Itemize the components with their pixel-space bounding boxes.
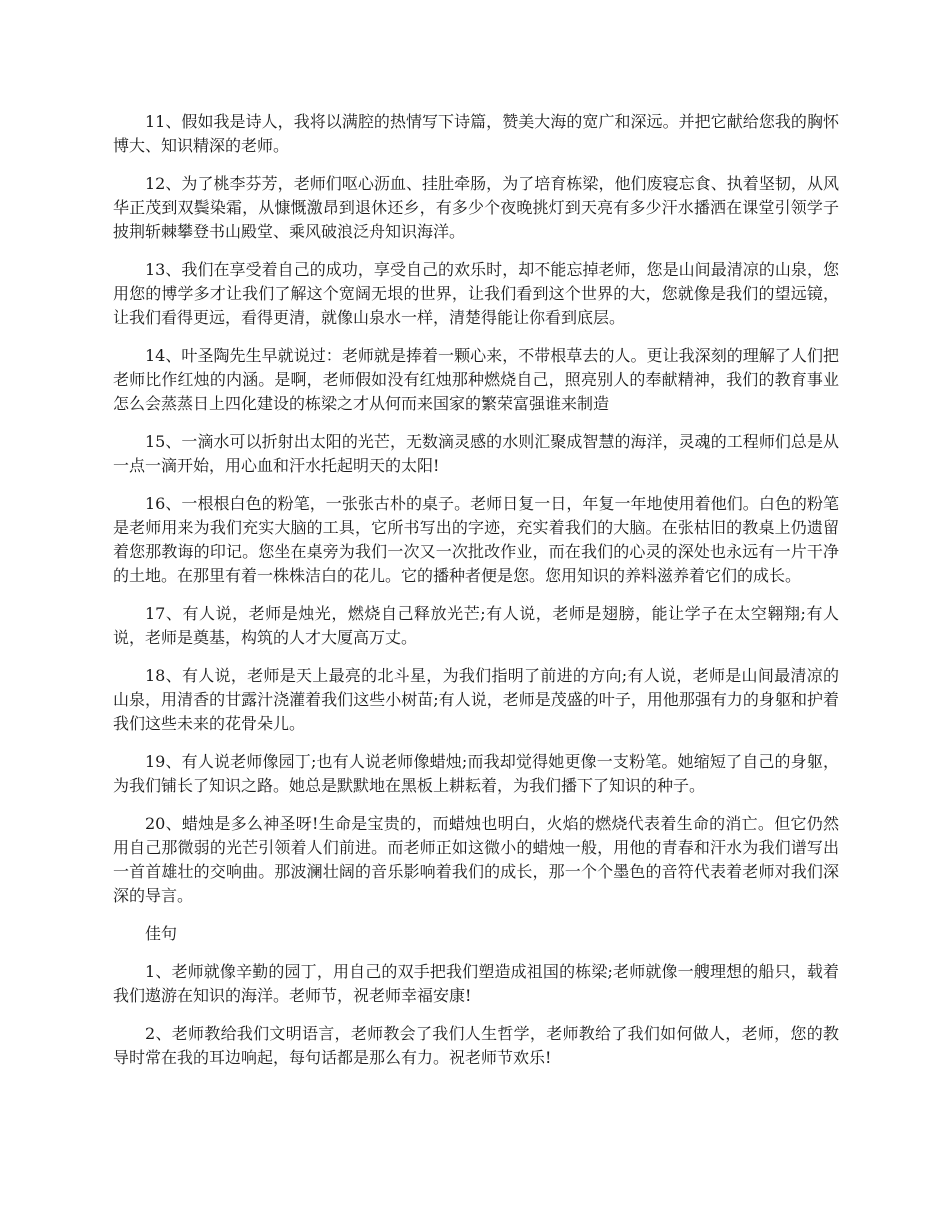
paragraph-14: 14、叶圣陶先生早就说过：老师就是捧着一颗心来，不带根草去的人。更让我深刻的理解了人们把老师比作红烛的内涵。是啊，老师假如没有红烛那种燃烧自己，照亮别人的奉献精神，我们的教育事业怎么会蒸蒸日上四化建设的栋梁之才从何而来国家的繁荣富强谁来制造: [113, 346, 839, 413]
quote-1: 1、老师就像辛勤的园丁，用自己的双手把我们塑造成祖国的栋梁;老师就像一艘理想的船只，载着我们遨游在知识的海洋。老师节，祝老师幸福安康!: [113, 962, 839, 1005]
paragraph-11: 11、假如我是诗人，我将以满腔的热情写下诗篇，赞美大海的宽广和深远。并把它献给您我的胸怀博大、知识精深的老师。: [113, 112, 839, 155]
paragraph-13: 13、我们在享受着自己的成功，享受自己的欢乐时，却不能忘掉老师，您是山间最清凉的山泉，您用您的博学多才让我们了解这个宽阔无垠的世界，让我们看到这个世界的大，您就像是我们的望远镜，让我们看得更远，看得更清，就像山泉水一样，清楚得能让你看到底层。: [113, 260, 839, 327]
paragraph-18: 18、有人说，老师是天上最亮的北斗星，为我们指明了前进的方向;有人说，老师是山间最清凉的山泉，用清香的甘露汁浇灌着我们这些小树苗;有人说，老师是茂盛的叶子，用他那强有力的身躯和护着我们这些未来的花骨朵儿。: [113, 666, 839, 733]
paragraph-20: 20、蜡烛是多么神圣呀!生命是宝贵的，而蜡烛也明白，火焰的燃烧代表着生命的消亡。但它仍然用自己那微弱的光芒引领着人们前进。而老师正如这微小的蜡烛一般，用他的青春和汗水为我们谱写出一首首雄壮的交响曲。那波澜壮阔的音乐影响着我们的成长，那一个个墨色的音符代表着老师对我们深深的导言。: [113, 814, 839, 905]
paragraph-17: 17、有人说，老师是烛光，燃烧自己释放光芒;有人说，老师是翅膀，能让学子在太空翱翔;有人说，老师是奠基，构筑的人才大厦高万丈。: [113, 604, 839, 647]
paragraph-19: 19、有人说老师像园丁;也有人说老师像蜡烛;而我却觉得她更像一支粉笔。她缩短了自己的身躯，为我们铺长了知识之路。她总是默默地在黑板上耕耘着，为我们播下了知识的种子。: [113, 752, 839, 795]
paragraph-16: 16、一根根白色的粉笔，一张张古朴的桌子。老师日复一日，年复一年地使用着他们。白色的粉笔是老师用来为我们充实大脑的工具，它所书写出的字迹，充实着我们的大脑。在张枯旧的教桌上仍遗留着您那教诲的印记。您坐在桌旁为我们一次又一次批改作业，而在我们的心灵的深处也永远有一片干净的土地。在那里有着一株株洁白的花儿。它的播种者便是您。您用知识的养料滋养着它们的成长。: [113, 494, 839, 585]
section-heading: 佳句: [145, 924, 178, 943]
quote-2: 2、老师教给我们文明语言，老师教会了我们人生哲学，老师教给了我们如何做人，老师，您的教导时常在我的耳边响起，每句话都是那么有力。祝老师节欢乐!: [113, 1024, 839, 1067]
paragraph-12: 12、为了桃李芬芳，老师们呕心沥血、挂肚牵肠，为了培育栋梁，他们废寝忘食、执着坚韧，从风华正茂到双鬓染霜，从慷慨激昂到退休还乡，有多少个夜晚挑灯到天亮有多少汗水播洒在课堂引领学子披荆斩棘攀登书山殿堂、乘风破浪泛舟知识海洋。: [113, 174, 839, 241]
document-body: [113, 110, 839, 1084]
paragraph-15: 15、一滴水可以折射出太阳的光芒，无数滴灵感的水则汇聚成智慧的海洋，灵魂的工程师们总是从一点一滴开始，用心血和汗水托起明天的太阳!: [113, 432, 839, 475]
